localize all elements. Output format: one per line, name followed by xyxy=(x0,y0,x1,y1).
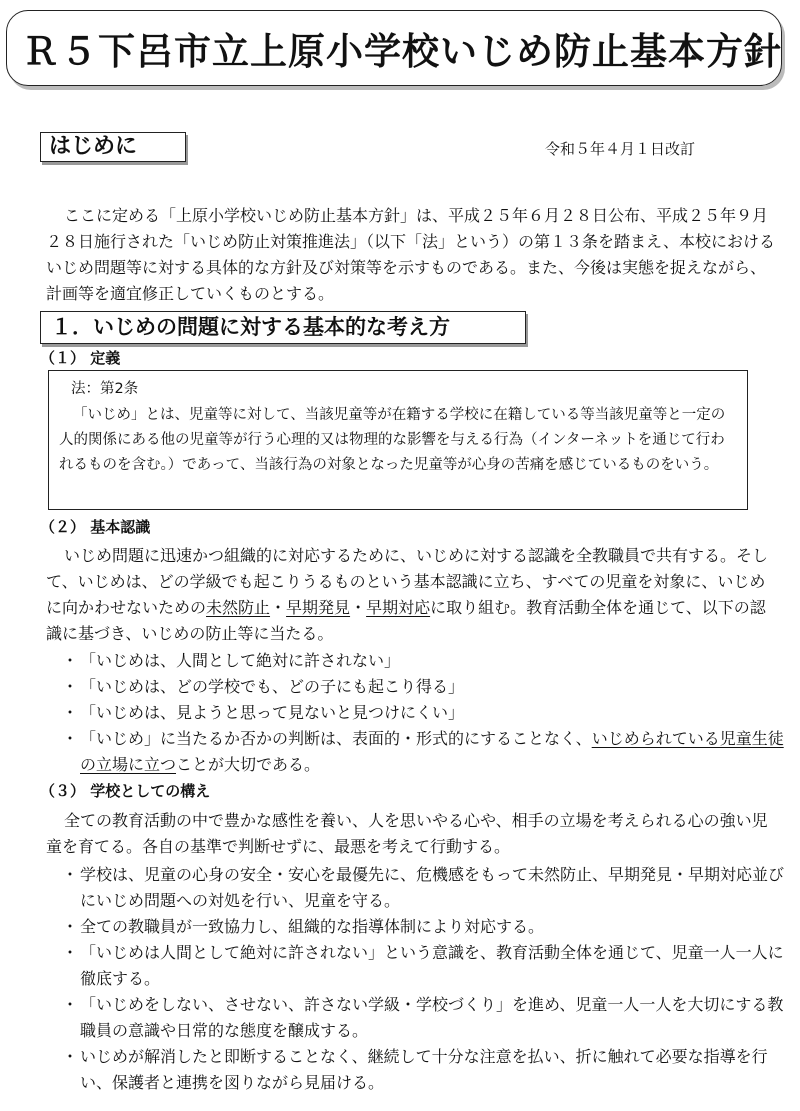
list-item: ・ 「いじめは、人間として絶対に許されない」 xyxy=(62,651,401,670)
law-reference: 法：第2条 xyxy=(71,381,139,397)
underline-early-detection: 早期発見 xyxy=(286,598,351,617)
title-box xyxy=(6,10,782,86)
list-item: ・ 「いじめをしない、させない、許さない学級・学校づくり」を進め、児童一人一人を大切にする教職員の意識や日常的な態度を醸成する。 xyxy=(62,995,784,1040)
list-item: ・ 「いじめは、見ようと思って見ないと見つけにくい」 xyxy=(62,703,465,722)
definition-box xyxy=(48,370,748,510)
list-item: ・ 学校は、児童の心身の安全・安心を最優先に、危機感をもって未然防止、早期発見・早期対応並びにいじめ問題への対処を行い、児童を守る。 xyxy=(62,865,785,910)
definition-text: 「いじめ」とは、児童等に対して、当該児童等が在籍する学校に在籍している等当該児童等と一定の人的関係にある他の児童等が行う心理的又は物理的な影響を与える行為（インターネットを通じて行われるものを含む。）であって、当該行為の対象となった児童等が心身の苦痛を感じているものをいう。 xyxy=(59,407,726,473)
list-item: ・ 「いじめは、どの学校でも、どの子にも起こり得る」 xyxy=(62,677,465,696)
underline-early-response: 早期対応 xyxy=(366,598,431,617)
stance-paragraph: 全ての教育活動の中で豊かな感性を養い、人を思いやる心や、相手の立場を考えられる心の強い児童を育てる。各自の基準で判断せずに、最悪を考えて行動する。 xyxy=(46,811,768,856)
subsection-recognition-heading: （２） 基本認識 xyxy=(40,518,151,536)
section-1-heading: １．いじめの問題に対する基本的な考え方 xyxy=(40,311,526,344)
list-item: ・ 「いじめ」に当たるか否かの判断は、表面的・形式的にすることなく、いじめられている児童生徒の立場に立つことが大切である。 xyxy=(62,729,784,774)
intro-paragraph: ここに定める「上原小学校いじめ防止基本方針」は、平成２５年６月２８日公布、平成２５年９月２８日施行された「いじめ防止対策推進法」（以下「法」という）の第１３条を踏まえ、本校におけるいじめ問題等に対する具体的な方針及び対策等を示すものである。また、今後は実態を捉えながら、計画等を適宜修正していくものとする。 xyxy=(46,206,775,303)
subsection-definition-heading: （１） 定義 xyxy=(40,349,121,367)
list-item: ・ いじめが解消したと即断することなく、継続して十分な注意を払い、折に触れて必要な指導を行い、保護者と連携を図りながら見届ける。 xyxy=(62,1047,768,1092)
intro-heading: はじめに xyxy=(40,132,186,162)
list-item: ・ 「いじめは人間として絶対に許されない」という意識を、教育活動全体を通じて、児童一人一人に徹底する。 xyxy=(62,943,784,988)
underline-victim-perspective: いじめられている児童生徒の立場に立つ xyxy=(80,729,784,774)
recognition-paragraph: いじめ問題に迅速かつ組織的に対応するために、いじめに対する認識を全教職員で共有する。そして、いじめは、どの学級でも起こりうるものという基本認識に立ち、すべての児童を対象に、いじめに向かわせないための未然防止・早期発見・早期対応に取り組む。教育活動全体を通じて、以下の認識に基づき、いじめの防止等に当たる。 xyxy=(46,546,769,643)
list-item: ・ 全ての教職員が一致協力し、組織的な指導体制により対応する。 xyxy=(62,917,545,936)
subsection-stance-heading: （３） 学校としての構え xyxy=(40,782,211,800)
stance-bullet-list xyxy=(62,862,792,1096)
underline-prevention: 未然防止 xyxy=(206,598,271,617)
revision-date: 令和５年４月１日改訂 xyxy=(545,140,696,158)
recognition-bullet-list xyxy=(62,648,792,778)
page-title: Ｒ５下呂市立上原小学校いじめ防止基本方針 xyxy=(22,30,782,73)
